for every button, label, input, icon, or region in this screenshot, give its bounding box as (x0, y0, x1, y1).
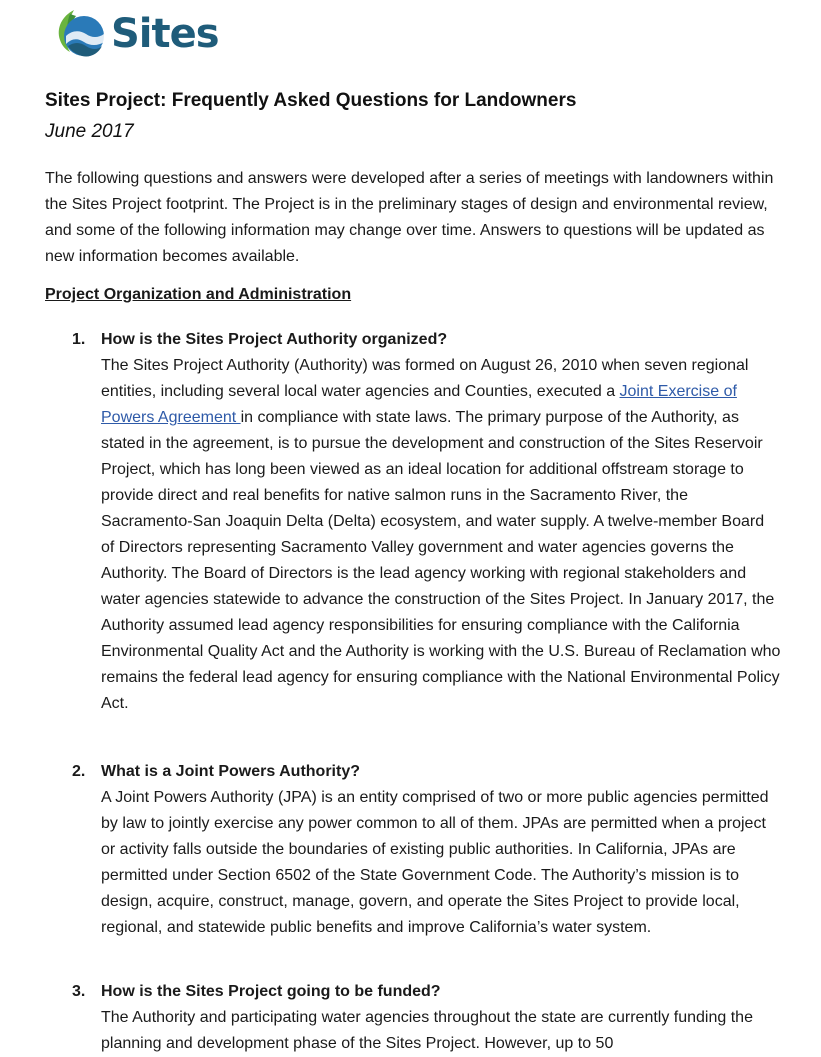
question-text: What is a Joint Powers Authority? (101, 763, 360, 780)
sites-logo (52, 6, 219, 62)
answer-2: A Joint Powers Authority (JPA) is an entity comprised of two or more public agencies permitted by law to jointly exercise any power common to all of them. JPAs are permitted when a project or activity falls outside the boundaries of existing public authorities. In California, JPAs are permitted under Section 6502 of the State Government Code. The Authority’s mission is to design, acquire, construct, manage, govern, and operate the Sites Project to provide local, regional, and statewide public benefits and improve California’s water system. (101, 789, 769, 936)
logo-text: Sites (111, 11, 219, 57)
question-text: How is the Sites Project going to be funded? (101, 983, 441, 1000)
answer-3: The Authority and participating water agencies throughout the state are currently funding the planning and development phase of the Sites Project. However, up to 50 (101, 1009, 753, 1052)
answer-text-part: The Sites Project Authority (Authority) was formed on August 26, 2010 when seven regional entities, including several local water agencies and Counties, executed a (101, 357, 749, 400)
question-number: 2. (72, 763, 86, 780)
answer-text-part: in compliance with state laws. The primary purpose of the Authority, as stated in the agreement, is to pursue the development and construction of the Sites Reservoir Project, which has long been viewed as an ideal location for additional offstream storage to provide direct and real benefits for native salmon runs in the Sacramento River, the Sacramento-San Joaquin Delta (Delta) ecosystem, and water supply. A twelve-member Board of Directors representing Sacramento Valley government and water agencies governs the Authority. The Board of Directors is the lead agency working with regional stakeholders and water agencies statewide to advance the construction of the Sites Project. In January 2017, the Authority assumed lead agency responsibilities for ensuring compliance with the California Environmental Quality Act and the Authority is working with the U.S. Bureau of Reclamation who remains the federal lead agency for ensuring compliance with the National Environmental Policy Act. (101, 409, 781, 712)
joint-exercise-of-powers-link[interactable]: Joint Exercise of Powers Agreement (101, 383, 737, 426)
faq-item-2 (45, 759, 785, 941)
faq-item-3 (45, 979, 785, 1057)
sites-leaf-water-icon (52, 6, 108, 62)
question-number: 1. (72, 331, 86, 348)
intro-paragraph: The following questions and answers were developed after a series of meetings with landowners within the Sites Project footprint. The Project is in the preliminary stages of design and environmental review, and some of the following information may change over time. Answers to questions will be updated as new information becomes available. (45, 170, 774, 265)
question-1 (45, 327, 785, 353)
document-title: Sites Project: Frequently Asked Questions for Landowners (45, 90, 577, 111)
faq-item-1 (45, 327, 785, 717)
document-date: June 2017 (45, 121, 134, 142)
question-3 (45, 979, 785, 1005)
question-text: How is the Sites Project Authority organized? (101, 331, 448, 348)
answer-1 (101, 353, 781, 717)
question-2 (45, 759, 785, 785)
section-heading: Project Organization and Administration (45, 286, 352, 303)
question-number: 3. (72, 983, 86, 1000)
